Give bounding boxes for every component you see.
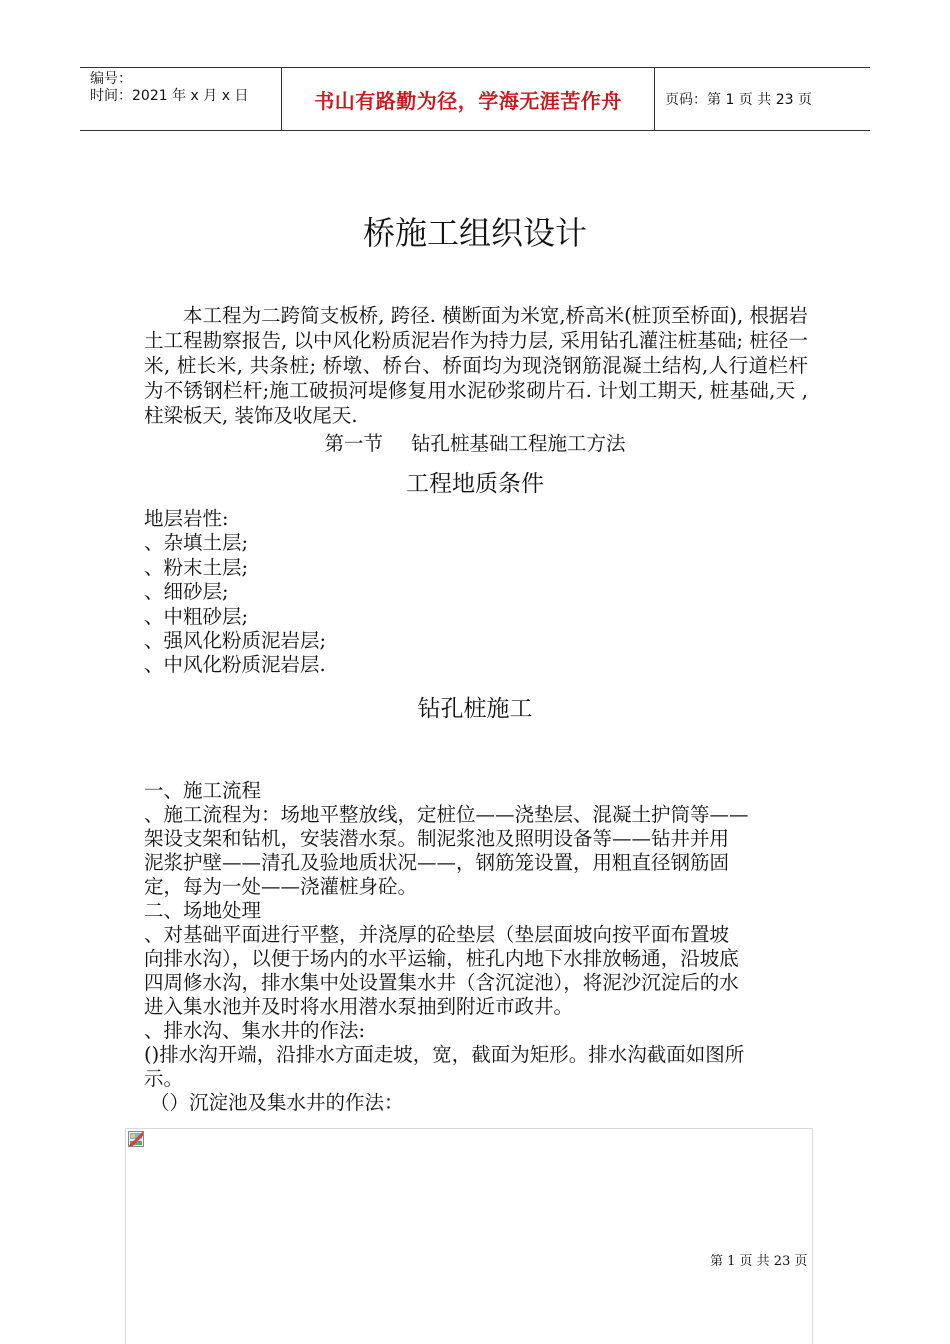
- text-line: ()排水沟开端，沿排水方面走坡，宽，截面为矩形。排水沟截面如图所: [144, 1043, 745, 1066]
- document-number: 编号：: [90, 71, 132, 87]
- text-line: 架设支架和钻机，安装潜水泵。制泥浆池及照明设备等——钻井并用: [144, 827, 730, 850]
- section-heading: [0, 428, 950, 456]
- drilling-body: [144, 779, 808, 1115]
- list-item: 、粉末土层;: [144, 555, 249, 579]
- geology-list: [144, 507, 808, 678]
- drilling-heading: 钻孔桩施工: [417, 696, 533, 722]
- figure-placeholder: [125, 1128, 813, 1344]
- list-item: 、细砂层;: [144, 580, 229, 604]
- section-title: 钻孔桩基础工程施工方法: [411, 432, 626, 455]
- header-motto: 书山有路勤为径，学海无涯苦作舟: [281, 68, 655, 130]
- list-item: 、中粗砂层;: [144, 604, 249, 628]
- list-item: 、中风化粉质泥岩层.: [144, 653, 326, 677]
- section-number: 第一节: [324, 432, 383, 455]
- geology-heading: 工程地质条件: [406, 471, 544, 497]
- text-line: 向排水沟），以便于场内的水平运输，桩孔内地下水排放畅通，沿坡底: [144, 947, 739, 970]
- page-header: [80, 67, 870, 131]
- text-line: 定，每为一处——浇灌桩身砼。: [144, 875, 418, 898]
- text-line: 、对基础平面进行平整，并浇厚的砼垫层（垫层面坡向按平面布置坡: [144, 923, 730, 946]
- footer-page-number: 第 1 页 共 23 页: [710, 1254, 808, 1269]
- text-line: 四周修水沟，排水集中处设置集水井（含沉淀池），将泥沙沉淀后的水: [144, 971, 739, 994]
- text-line: 示。: [144, 1067, 184, 1090]
- text-line: 、排水沟、集水井的作法:: [144, 1019, 366, 1042]
- geology-lead: 地层岩性:: [144, 507, 229, 530]
- header-meta: [90, 71, 248, 105]
- text-line: 泥浆护壁——清孔及验地质状况——，钢筋笼设置，用粗直径钢筋固: [144, 851, 730, 874]
- text-line: 二、场地处理: [144, 899, 262, 922]
- text-line: 一、施工流程: [144, 779, 262, 802]
- document-title: 桥施工组织设计: [362, 214, 587, 252]
- text-line: 、施工流程为：场地平整放线，定桩位——浇垫层、混凝土护筒等——: [144, 803, 749, 826]
- intro-paragraph: 本工程为二跨简支板桥, 跨径. 横断面为米宽,桥高米(桩顶至桥面), 根据岩土工程勘察报告, 以中风化粉质泥岩作为持力层, 采用钻孔灌注桩基础; 桩径一米, 桩长米, 共条桩; 桥墩、桥台、桥面均为现浇钢筋混凝土结构,人行道栏杆为不锈钢栏杆;施工破损河堤修复用水泥砂浆砌片石. 计划工期天, 桩基础,天 , 柱梁板天, 装饰及收尾天.: [144, 304, 808, 427]
- text-line: 进入集水池并及时将水用潜水泵抽到附近市政井。: [144, 995, 574, 1018]
- text-line: （）沉淀池及集水井的作法：: [150, 1091, 404, 1114]
- list-item: 、杂填土层;: [144, 531, 249, 555]
- list-item: 、强风化粉质泥岩层;: [144, 629, 327, 653]
- document-date: 时间：2021 年 x 月 x 日: [90, 88, 249, 104]
- broken-image-icon: [128, 1131, 144, 1147]
- header-page-number: 页码：第 1 页 共 23 页: [665, 92, 812, 108]
